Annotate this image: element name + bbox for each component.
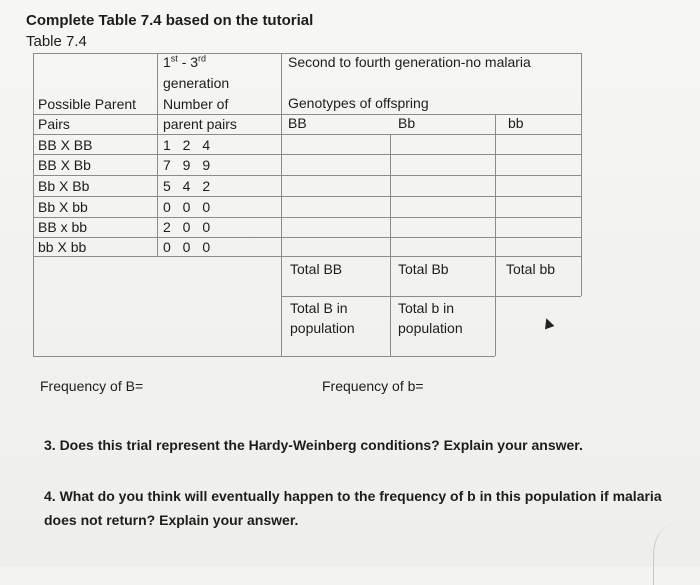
parent-pair-row-1: BB X BB bbox=[38, 137, 93, 153]
total-b-line2: population bbox=[398, 320, 463, 336]
question-4: 4. What do you think will eventually happen to the frequency of b in this population if malaria does not return? Explain your answer. bbox=[44, 488, 662, 528]
page-curl-edge bbox=[653, 525, 694, 585]
table-label: Table 7.4 bbox=[26, 33, 87, 50]
total-b-line1: Total b in bbox=[398, 300, 455, 316]
parent-count-row-2: 7 9 9 bbox=[163, 157, 215, 173]
total-Bb-cell: Total Bb bbox=[398, 261, 449, 277]
parent-pair-row-6: bb X bb bbox=[38, 239, 87, 255]
genotypes-header: Genotypes of offspring bbox=[288, 95, 429, 111]
parent-pair-row-2: BB X Bb bbox=[38, 157, 91, 173]
parent-count-row-1: 1 2 4 bbox=[163, 137, 215, 153]
total-bb-cell: Total bb bbox=[506, 261, 556, 277]
page-title: Complete Table 7.4 based on the tutorial bbox=[26, 12, 314, 29]
frequency-b-label: Frequency of b= bbox=[322, 378, 424, 394]
number-of-header: Number of bbox=[163, 96, 229, 112]
total-B-line2: population bbox=[290, 320, 355, 336]
genotype-col-BB: BB bbox=[288, 115, 307, 131]
gen-range-header-line2: generation bbox=[163, 75, 230, 91]
genotype-col-bb: bb bbox=[508, 115, 524, 131]
possible-parent-header: Possible Parent bbox=[38, 96, 137, 112]
parent-pair-row-5: BB x bb bbox=[38, 219, 88, 235]
total-BB-cell: Total BB bbox=[290, 261, 343, 277]
genotype-col-Bb: Bb bbox=[398, 115, 416, 131]
pairs-header: Pairs bbox=[38, 116, 70, 132]
parent-pair-row-3: Bb X Bb bbox=[38, 178, 90, 194]
total-B-line1: Total B in bbox=[290, 300, 348, 316]
parent-count-row-3: 5 4 2 bbox=[163, 178, 215, 194]
question-3: 3. Does this trial represent the Hardy-Weinberg conditions? Explain your answer. bbox=[44, 437, 583, 453]
parent-count-row-5: 2 0 0 bbox=[163, 219, 215, 235]
second-to-fourth-header: Second to fourth generation-no malaria bbox=[288, 54, 531, 70]
gen-range-header: 1st - 3rd bbox=[163, 53, 207, 70]
frequency-B-label: Frequency of B= bbox=[40, 378, 144, 394]
parent-count-row-6: 0 0 0 bbox=[163, 239, 215, 255]
parent-pair-row-4: Bb X bb bbox=[38, 199, 88, 215]
mouse-pointer-icon bbox=[542, 317, 555, 330]
parent-count-row-4: 0 0 0 bbox=[163, 199, 215, 215]
parent-pairs-header: parent pairs bbox=[163, 116, 237, 132]
